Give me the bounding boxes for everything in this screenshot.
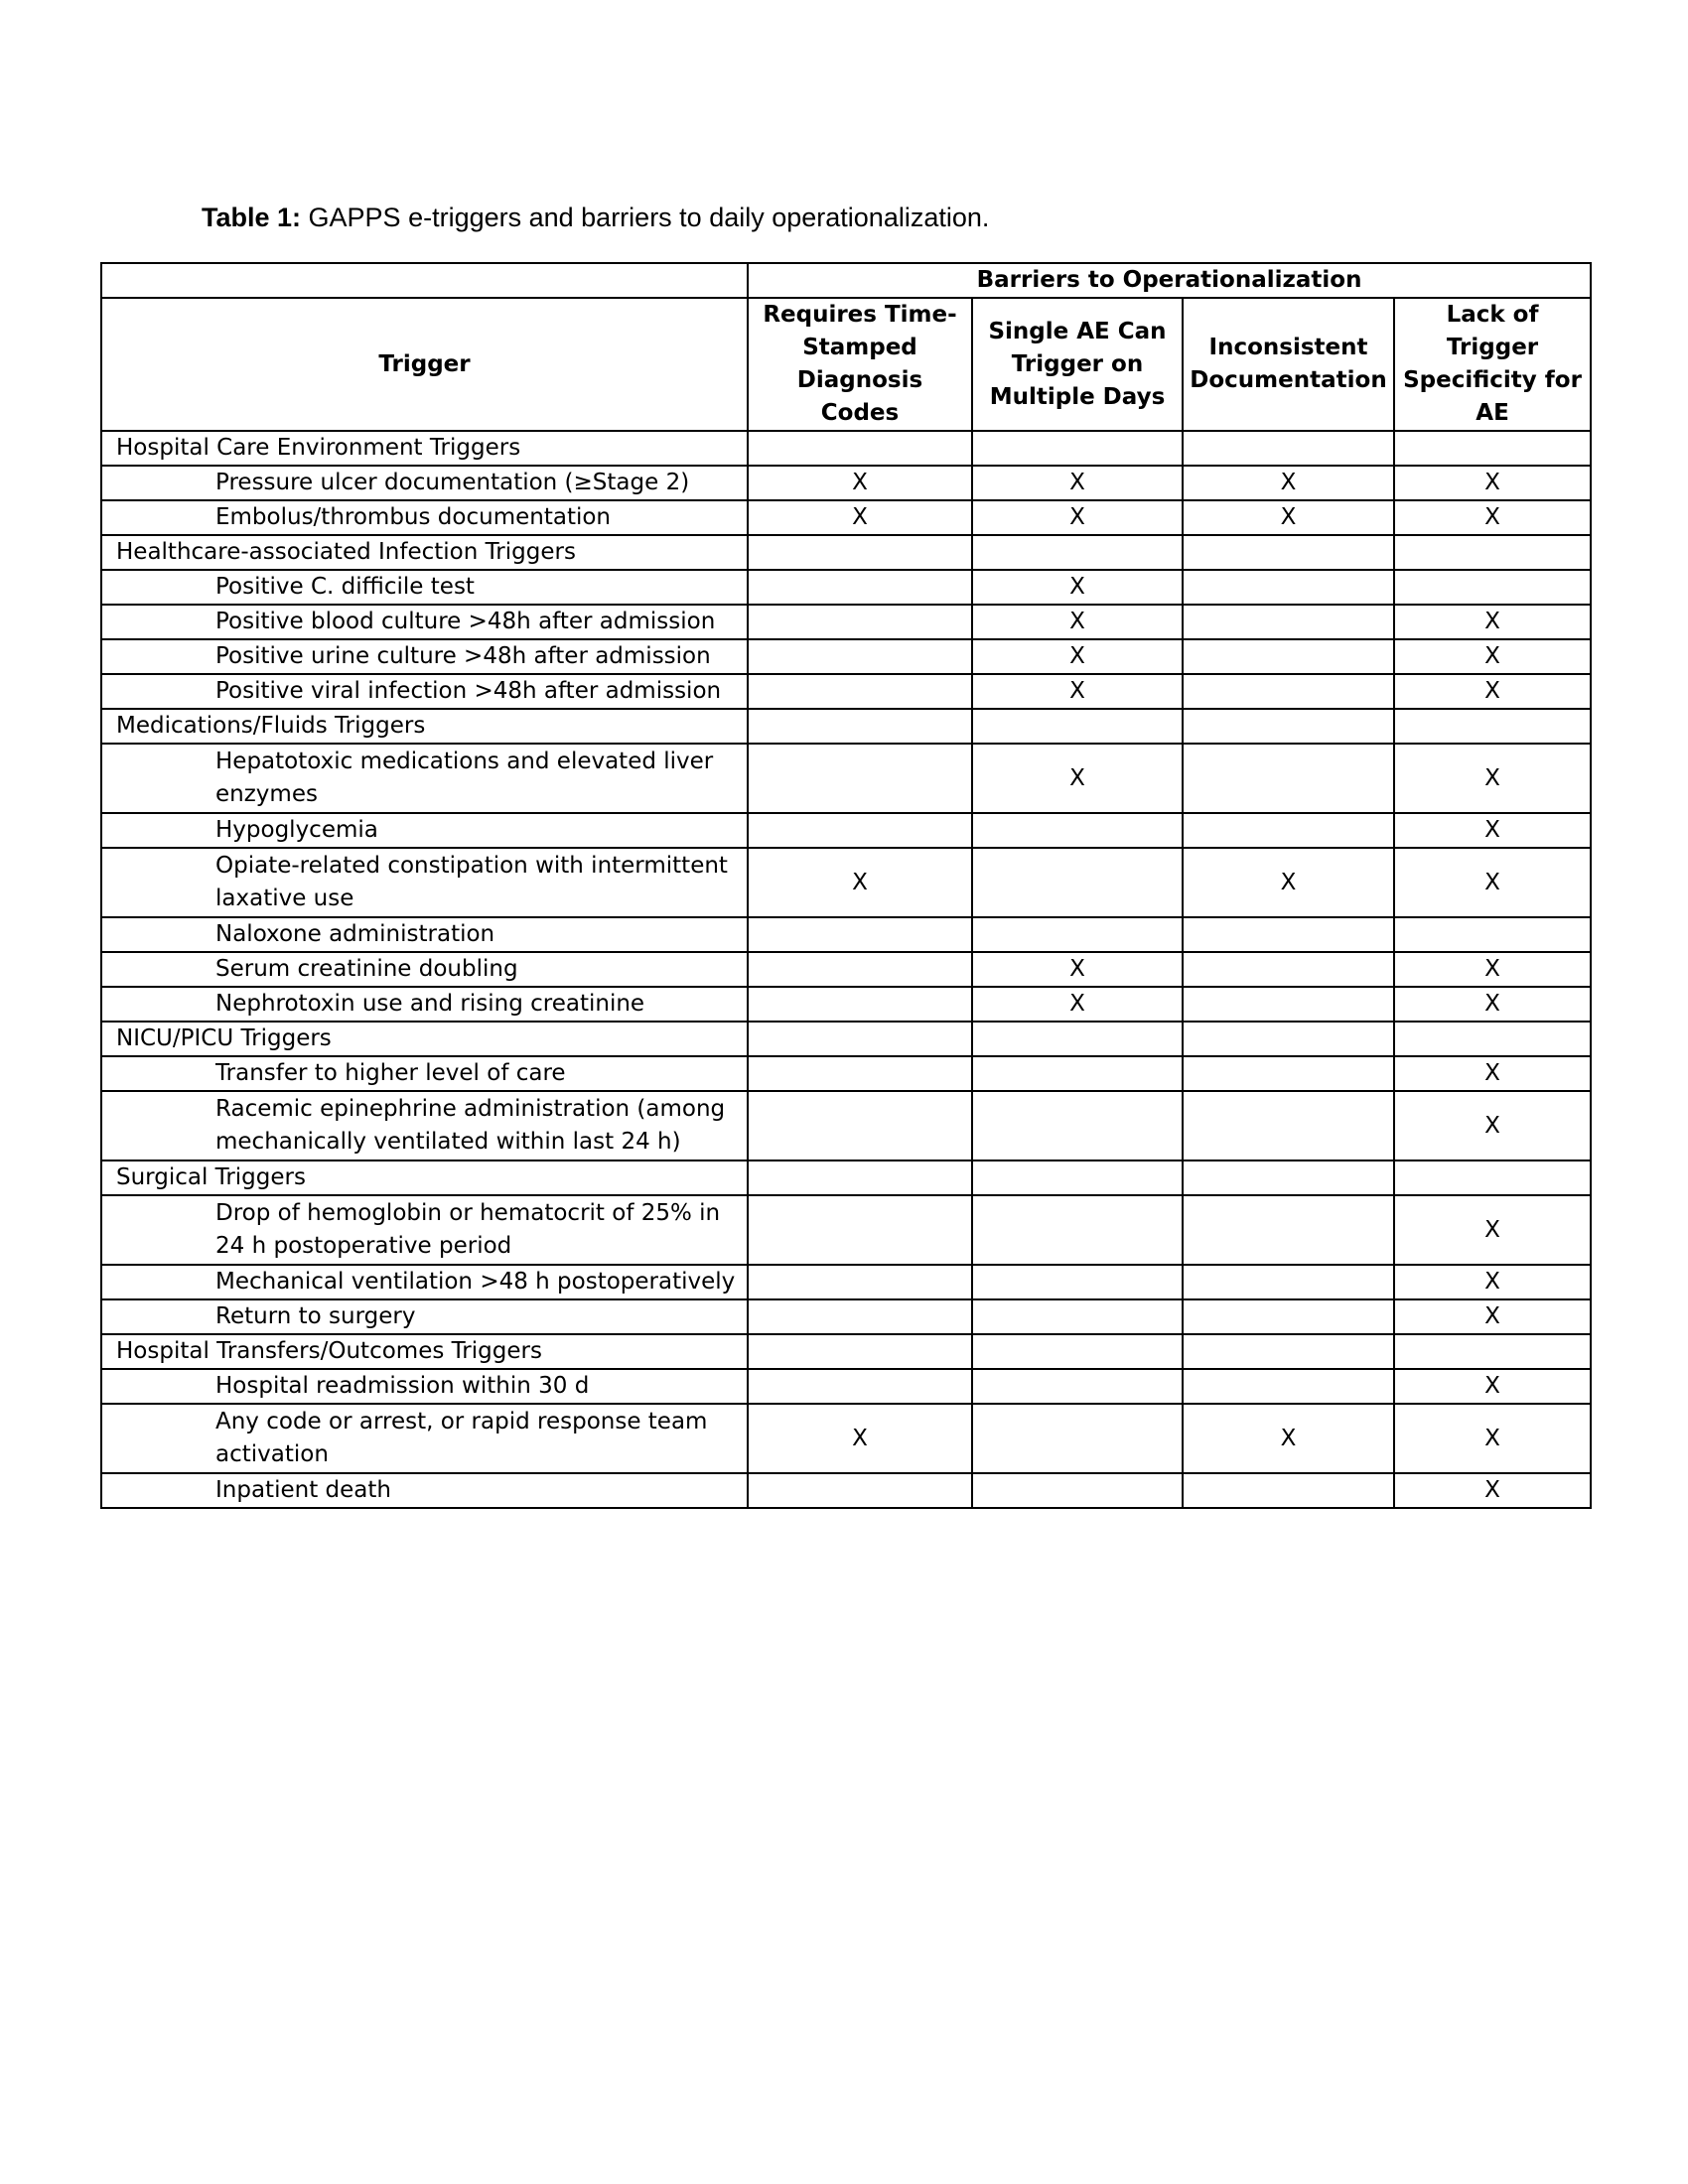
barrier-mark-cell — [748, 605, 972, 639]
barrier-mark-cell — [1394, 1334, 1591, 1369]
barrier-mark-cell: X — [1394, 987, 1591, 1022]
barriers-table-container — [100, 262, 1590, 1509]
barrier-mark-cell: X — [1394, 1404, 1591, 1473]
header-row-group — [101, 263, 1591, 298]
barrier-mark-cell — [1394, 570, 1591, 605]
barrier-mark-cell — [748, 431, 972, 466]
barrier-mark-cell — [972, 431, 1183, 466]
barrier-mark-cell — [1183, 917, 1394, 952]
barrier-mark-cell — [972, 1473, 1183, 1508]
barrier-mark-cell — [748, 570, 972, 605]
barrier-mark-cell: X — [1394, 605, 1591, 639]
barrier-mark-cell — [1183, 1299, 1394, 1334]
barrier-mark-cell — [1183, 535, 1394, 570]
barrier-mark-cell — [1183, 1265, 1394, 1299]
table-row — [101, 605, 1591, 639]
barrier-mark-cell — [1183, 744, 1394, 813]
barrier-mark-cell — [748, 744, 972, 813]
barrier-mark-cell — [748, 639, 972, 674]
barrier-mark-cell — [748, 1473, 972, 1508]
table-row — [101, 1404, 1591, 1473]
trigger-label: Inpatient death — [101, 1473, 748, 1508]
table-row — [101, 1195, 1591, 1265]
barrier-mark-cell — [748, 1369, 972, 1404]
barrier-mark-cell — [972, 1299, 1183, 1334]
category-row — [101, 535, 1591, 570]
category-row — [101, 1022, 1591, 1056]
category-label: Healthcare-associated Infection Triggers — [101, 535, 748, 570]
table-row — [101, 987, 1591, 1022]
barrier-mark-cell: X — [972, 466, 1183, 500]
barrier-mark-cell — [748, 1056, 972, 1091]
barrier-mark-cell — [748, 1091, 972, 1160]
barrier-mark-cell — [1394, 431, 1591, 466]
caption-text: GAPPS e-triggers and barriers to daily operationalization. — [301, 203, 990, 232]
table-row — [101, 848, 1591, 917]
barrier-mark-cell: X — [972, 639, 1183, 674]
barrier-mark-cell: X — [1394, 952, 1591, 987]
barrier-mark-cell — [748, 709, 972, 744]
barrier-mark-cell — [1183, 605, 1394, 639]
barrier-mark-cell — [1183, 709, 1394, 744]
column-header-inconsistent-documentation: Inconsistent Documentation — [1183, 298, 1394, 431]
barrier-mark-cell — [972, 1404, 1183, 1473]
barrier-mark-cell: X — [972, 570, 1183, 605]
barrier-mark-cell: X — [1394, 1056, 1591, 1091]
barrier-mark-cell: X — [1394, 1473, 1591, 1508]
table-row — [101, 1473, 1591, 1508]
barrier-mark-cell — [972, 917, 1183, 952]
table-row — [101, 674, 1591, 709]
column-header-time-stamped: Requires Time-Stamped Diagnosis Codes — [748, 298, 972, 431]
trigger-label: Racemic epinephrine administration (among mechanically ventilated within last 24 h) — [101, 1091, 748, 1160]
barrier-mark-cell: X — [1394, 744, 1591, 813]
barrier-mark-cell: X — [1394, 674, 1591, 709]
category-row — [101, 1334, 1591, 1369]
barrier-mark-cell — [972, 1369, 1183, 1404]
table-body — [101, 431, 1591, 1508]
barrier-mark-cell — [1183, 1091, 1394, 1160]
barrier-mark-cell: X — [1394, 1299, 1591, 1334]
table-row — [101, 1299, 1591, 1334]
trigger-label: Positive viral infection >48h after admission — [101, 674, 748, 709]
table-row — [101, 570, 1591, 605]
table-row — [101, 1056, 1591, 1091]
barrier-mark-cell: X — [1394, 466, 1591, 500]
barrier-mark-cell — [972, 1195, 1183, 1265]
trigger-label: Embolus/thrombus documentation — [101, 500, 748, 535]
trigger-label: Mechanical ventilation >48 h postoperatively — [101, 1265, 748, 1299]
trigger-label: Naloxone administration — [101, 917, 748, 952]
barrier-mark-cell — [1394, 1022, 1591, 1056]
table-row — [101, 1265, 1591, 1299]
barrier-mark-cell — [1183, 1334, 1394, 1369]
barrier-mark-cell: X — [1183, 848, 1394, 917]
barrier-mark-cell — [748, 987, 972, 1022]
barrier-mark-cell: X — [748, 848, 972, 917]
trigger-label: Positive urine culture >48h after admission — [101, 639, 748, 674]
table-row — [101, 744, 1591, 813]
trigger-label: Transfer to higher level of care — [101, 1056, 748, 1091]
table-row — [101, 466, 1591, 500]
trigger-label: Hepatotoxic medications and elevated liver enzymes — [101, 744, 748, 813]
barrier-mark-cell — [972, 848, 1183, 917]
barrier-mark-cell: X — [1394, 639, 1591, 674]
table-row — [101, 917, 1591, 952]
barrier-mark-cell — [1183, 813, 1394, 848]
barrier-mark-cell — [1183, 1369, 1394, 1404]
barrier-mark-cell — [748, 674, 972, 709]
category-row — [101, 431, 1591, 466]
barrier-mark-cell: X — [1394, 813, 1591, 848]
trigger-label: Drop of hemoglobin or hematocrit of 25% in 24 h postoperative period — [101, 1195, 748, 1265]
barrier-mark-cell: X — [748, 1404, 972, 1473]
category-label: Surgical Triggers — [101, 1160, 748, 1195]
trigger-label: Pressure ulcer documentation (≥Stage 2) — [101, 466, 748, 500]
barrier-mark-cell — [972, 813, 1183, 848]
trigger-label: Opiate-related constipation with intermittent laxative use — [101, 848, 748, 917]
barrier-mark-cell — [748, 1022, 972, 1056]
barrier-mark-cell: X — [1394, 1195, 1591, 1265]
barrier-mark-cell — [1183, 1160, 1394, 1195]
category-row — [101, 1160, 1591, 1195]
table-caption — [202, 201, 989, 234]
barrier-mark-cell — [972, 1265, 1183, 1299]
barrier-mark-cell — [1394, 709, 1591, 744]
barrier-mark-cell: X — [1183, 466, 1394, 500]
trigger-label: Any code or arrest, or rapid response team activation — [101, 1404, 748, 1473]
barrier-mark-cell — [748, 1334, 972, 1369]
trigger-label: Positive C. difficile test — [101, 570, 748, 605]
barrier-mark-cell — [1183, 431, 1394, 466]
trigger-label: Return to surgery — [101, 1299, 748, 1334]
barrier-mark-cell: X — [748, 466, 972, 500]
barrier-mark-cell — [972, 1022, 1183, 1056]
barrier-mark-cell: X — [972, 605, 1183, 639]
table-row — [101, 1091, 1591, 1160]
trigger-header: Trigger — [101, 298, 748, 431]
barrier-mark-cell: X — [972, 500, 1183, 535]
category-label: Hospital Transfers/Outcomes Triggers — [101, 1334, 748, 1369]
trigger-label: Hospital readmission within 30 d — [101, 1369, 748, 1404]
barrier-mark-cell: X — [1394, 1265, 1591, 1299]
barrier-mark-cell — [1183, 1473, 1394, 1508]
barrier-mark-cell: X — [972, 952, 1183, 987]
barrier-mark-cell — [1183, 1056, 1394, 1091]
table-row — [101, 952, 1591, 987]
barriers-table — [100, 262, 1592, 1509]
barrier-mark-cell — [1394, 917, 1591, 952]
barrier-mark-cell — [972, 1334, 1183, 1369]
barrier-mark-cell: X — [1394, 500, 1591, 535]
category-label: NICU/PICU Triggers — [101, 1022, 748, 1056]
barrier-mark-cell: X — [1394, 1091, 1591, 1160]
barrier-mark-cell: X — [1394, 1369, 1591, 1404]
barrier-mark-cell: X — [1394, 848, 1591, 917]
barrier-mark-cell: X — [1183, 1404, 1394, 1473]
table-row — [101, 813, 1591, 848]
barrier-mark-cell: X — [972, 674, 1183, 709]
trigger-label: Serum creatinine doubling — [101, 952, 748, 987]
barrier-mark-cell — [972, 1056, 1183, 1091]
barrier-mark-cell — [972, 1160, 1183, 1195]
barrier-mark-cell — [748, 1299, 972, 1334]
barrier-mark-cell — [748, 952, 972, 987]
category-label: Hospital Care Environment Triggers — [101, 431, 748, 466]
header-row-columns — [101, 298, 1591, 431]
table-row — [101, 639, 1591, 674]
column-header-multiple-days: Single AE Can Trigger on Multiple Days — [972, 298, 1183, 431]
trigger-label: Hypoglycemia — [101, 813, 748, 848]
column-header-lack-of-specificity: Lack of Trigger Specificity for AE — [1394, 298, 1591, 431]
table-row — [101, 500, 1591, 535]
barrier-mark-cell — [748, 813, 972, 848]
barrier-mark-cell — [1394, 535, 1591, 570]
barrier-mark-cell — [1183, 570, 1394, 605]
trigger-label: Nephrotoxin use and rising creatinine — [101, 987, 748, 1022]
barrier-mark-cell — [748, 535, 972, 570]
barrier-mark-cell: X — [1183, 500, 1394, 535]
barrier-mark-cell: X — [748, 500, 972, 535]
barrier-mark-cell — [748, 917, 972, 952]
barrier-mark-cell — [1183, 674, 1394, 709]
category-row — [101, 709, 1591, 744]
barrier-mark-cell: X — [972, 744, 1183, 813]
barrier-mark-cell — [972, 535, 1183, 570]
barrier-mark-cell — [972, 1091, 1183, 1160]
group-header: Barriers to Operationalization — [748, 263, 1591, 298]
header-empty-cell — [101, 263, 748, 298]
barrier-mark-cell — [1183, 1195, 1394, 1265]
barrier-mark-cell — [1183, 987, 1394, 1022]
table-row — [101, 1369, 1591, 1404]
category-label: Medications/Fluids Triggers — [101, 709, 748, 744]
barrier-mark-cell — [1183, 639, 1394, 674]
barrier-mark-cell — [1183, 1022, 1394, 1056]
barrier-mark-cell — [1183, 952, 1394, 987]
barrier-mark-cell: X — [972, 987, 1183, 1022]
barrier-mark-cell — [748, 1265, 972, 1299]
caption-label: Table 1: — [202, 203, 302, 232]
barrier-mark-cell — [748, 1160, 972, 1195]
barrier-mark-cell — [748, 1195, 972, 1265]
trigger-label: Positive blood culture >48h after admission — [101, 605, 748, 639]
barrier-mark-cell — [972, 709, 1183, 744]
barrier-mark-cell — [1394, 1160, 1591, 1195]
